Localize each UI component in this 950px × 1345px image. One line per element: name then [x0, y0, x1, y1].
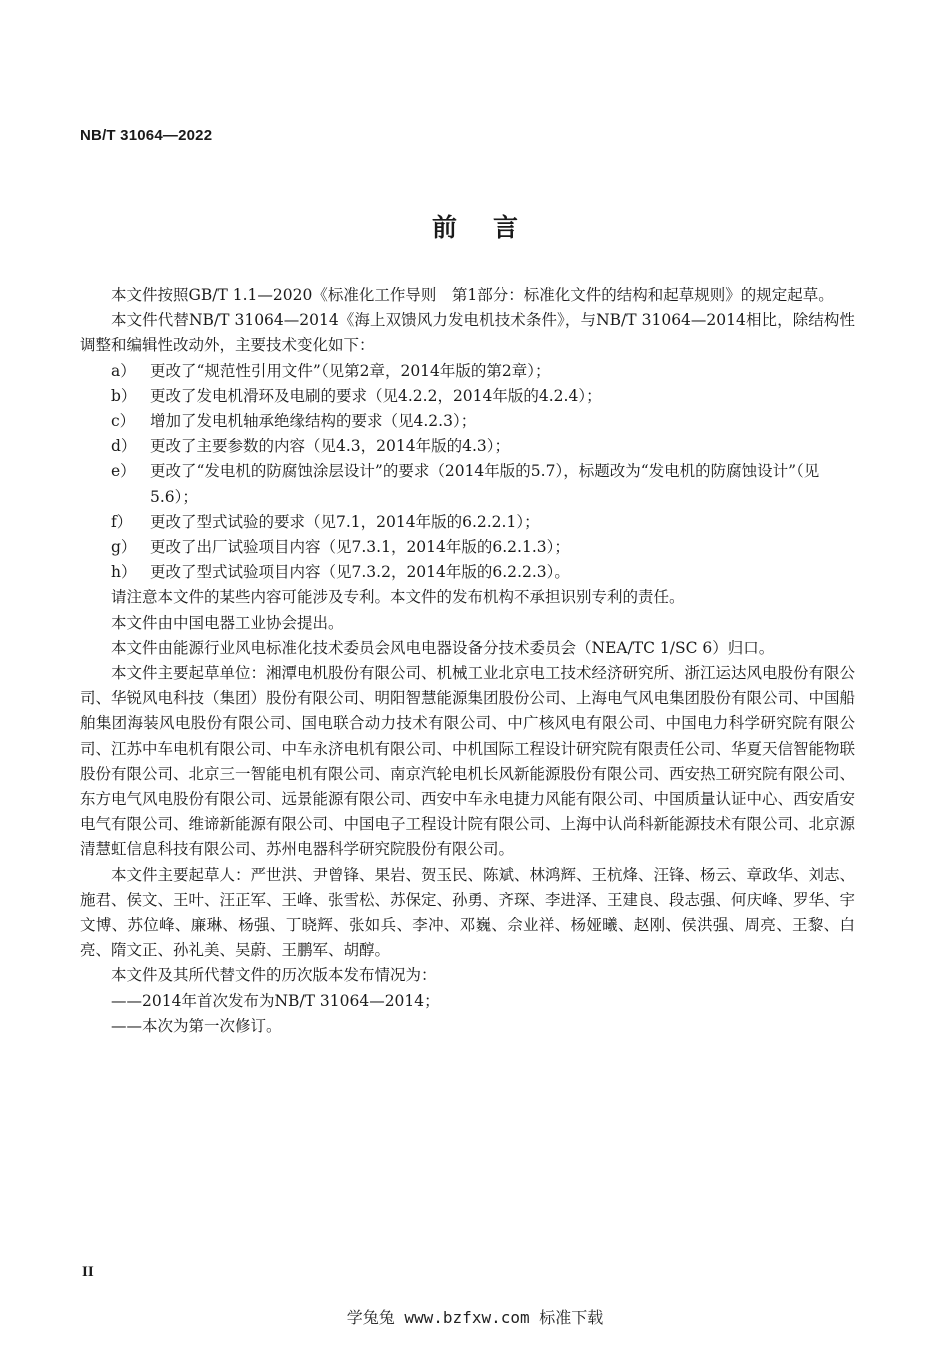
list-item-text: 更改了发电机滑环及电刷的要求（见4.2.2，2014年版的4.2.4）； [150, 386, 602, 405]
list-item [80, 359, 855, 384]
list-item-text: 增加了发电机轴承绝缘结构的要求（见4.2.3）； [150, 412, 477, 431]
list-item-label: b） [111, 386, 137, 405]
page-number: II [82, 1264, 94, 1280]
page-title: 前言 [431, 213, 554, 242]
list-item-text: 更改了主要参数的内容（见4.3，2014年版的4.3）； [150, 437, 510, 456]
list-item-label: d） [111, 437, 137, 456]
list-item-label: a） [111, 361, 136, 380]
paragraph-proposer: 本文件由中国电器工业协会提出。 [111, 613, 344, 632]
list-item-text: 更改了型式试验的要求（见7.1，2014年版的6.2.2.1）； [150, 512, 540, 531]
list-item [80, 384, 855, 409]
list-item-label: c） [111, 412, 136, 431]
paragraph-drafters: 本文件主要起草人：严世洪、尹曾锋、果岩、贺玉民、陈斌、林鸿辉、王杭烽、汪锋、杨云、章政华、刘志、施君、侯文、王叶、汪正军、王峰、张雪松、苏保定、孙勇、齐琛、李进泽、王建良、段志强、何庆峰、罗华、宇文博、苏位峰、廉琳、杨强、丁晓辉、张如兵、李冲、邓巍、佘业祥、杨娅曦、赵刚、侯洪强、周亮、王黎、白亮、隋文正、孙礼美、吴蔚、王鹏军、胡醇。 [80, 865, 856, 960]
list-item [80, 560, 855, 585]
list-item-text: 更改了“规范性引用文件”（见第2章，2014年版的第2章）； [150, 361, 551, 380]
paragraph-committee: 本文件由能源行业风电标准化技术委员会风电电器设备分技术委员会（NEA/TC 1/SC 6）归口。 [111, 638, 775, 657]
paragraph-drafting-rules: 本文件按照GB/T 1.1—2020《标准化工作导则 第1部分：标准化文件的结构和起草规则》的规定起草。 [111, 286, 834, 304]
history-item: ——2014年首次发布为NB/T 31064—2014； [111, 991, 440, 1010]
list-item [80, 535, 855, 560]
list-item [80, 510, 855, 535]
history-item: ——本次为第一次修订。 [111, 1016, 282, 1035]
list-item-label: g） [111, 538, 137, 557]
list-item-text: 更改了“发电机的防腐蚀涂层设计”的要求（2014年版的5.7），标题改为“发电机的防腐蚀设计”（见5.6）； [150, 462, 820, 506]
list-item-label: h） [111, 563, 137, 582]
watermark: 学兔兔 www.bzfxw.com 标准下载 [346, 1308, 604, 1327]
list-item [80, 409, 855, 434]
paragraph-history-intro: 本文件及其所代替文件的历次版本发布情况为： [111, 966, 437, 985]
paragraph-replacement: 本文件代替NB/T 31064—2014《海上双馈风力发电机技术条件》，与NB/T 31064—2014相比，除结构性调整和编辑性改动外，主要技术变化如下： [80, 311, 855, 355]
paragraph-patent-notice: 请注意本文件的某些内容可能涉及专利。本文件的发布机构不承担识别专利的责任。 [111, 588, 685, 607]
document-body [80, 283, 855, 1039]
standard-code: NB/T 31064—2022 [80, 127, 213, 144]
paragraph-drafting-units: 本文件主要起草单位：湘潭电机股份有限公司、机械工业北京电工技术经济研究所、浙江运达风电股份有限公司、华锐风电科技（集团）股份有限公司、明阳智慧能源集团股份公司、上海电气风电集团股份有限公司、中国船舶集团海装风电股份有限公司、国电联合动力技术有限公司、中广核风电有限公司、中国电力科学研究院有限公司、江苏中车电机有限公司、中车永济电机有限公司、中机国际工程设计研究院有限责任公司、华夏天信智能物联股份有限公司、北京三一智能电机有限公司、南京汽轮电机长风新能源股份有限公司、西安热工研究院有限公司、东方电气风电股份有限公司、远景能源有限公司、西安中车永电捷力风能有限公司、中国质量认证中心、西安盾安电气有限公司、维谛新能源有限公司、中国电子工程设计院有限公司、上海中认尚科新能源技术有限公司、北京源清慧虹信息科技有限公司、苏州电器科学研究院股份有限公司。 [80, 664, 856, 859]
list-item [80, 434, 855, 459]
changes-list [80, 359, 855, 586]
list-item-text: 更改了型式试验项目内容（见7.3.2，2014年版的6.2.2.3）。 [150, 563, 570, 582]
list-item [80, 459, 855, 509]
list-item-label: f） [111, 512, 133, 531]
list-item-text: 更改了出厂试验项目内容（见7.3.1，2014年版的6.2.1.3）； [150, 538, 570, 557]
list-item-label: e） [111, 462, 136, 481]
